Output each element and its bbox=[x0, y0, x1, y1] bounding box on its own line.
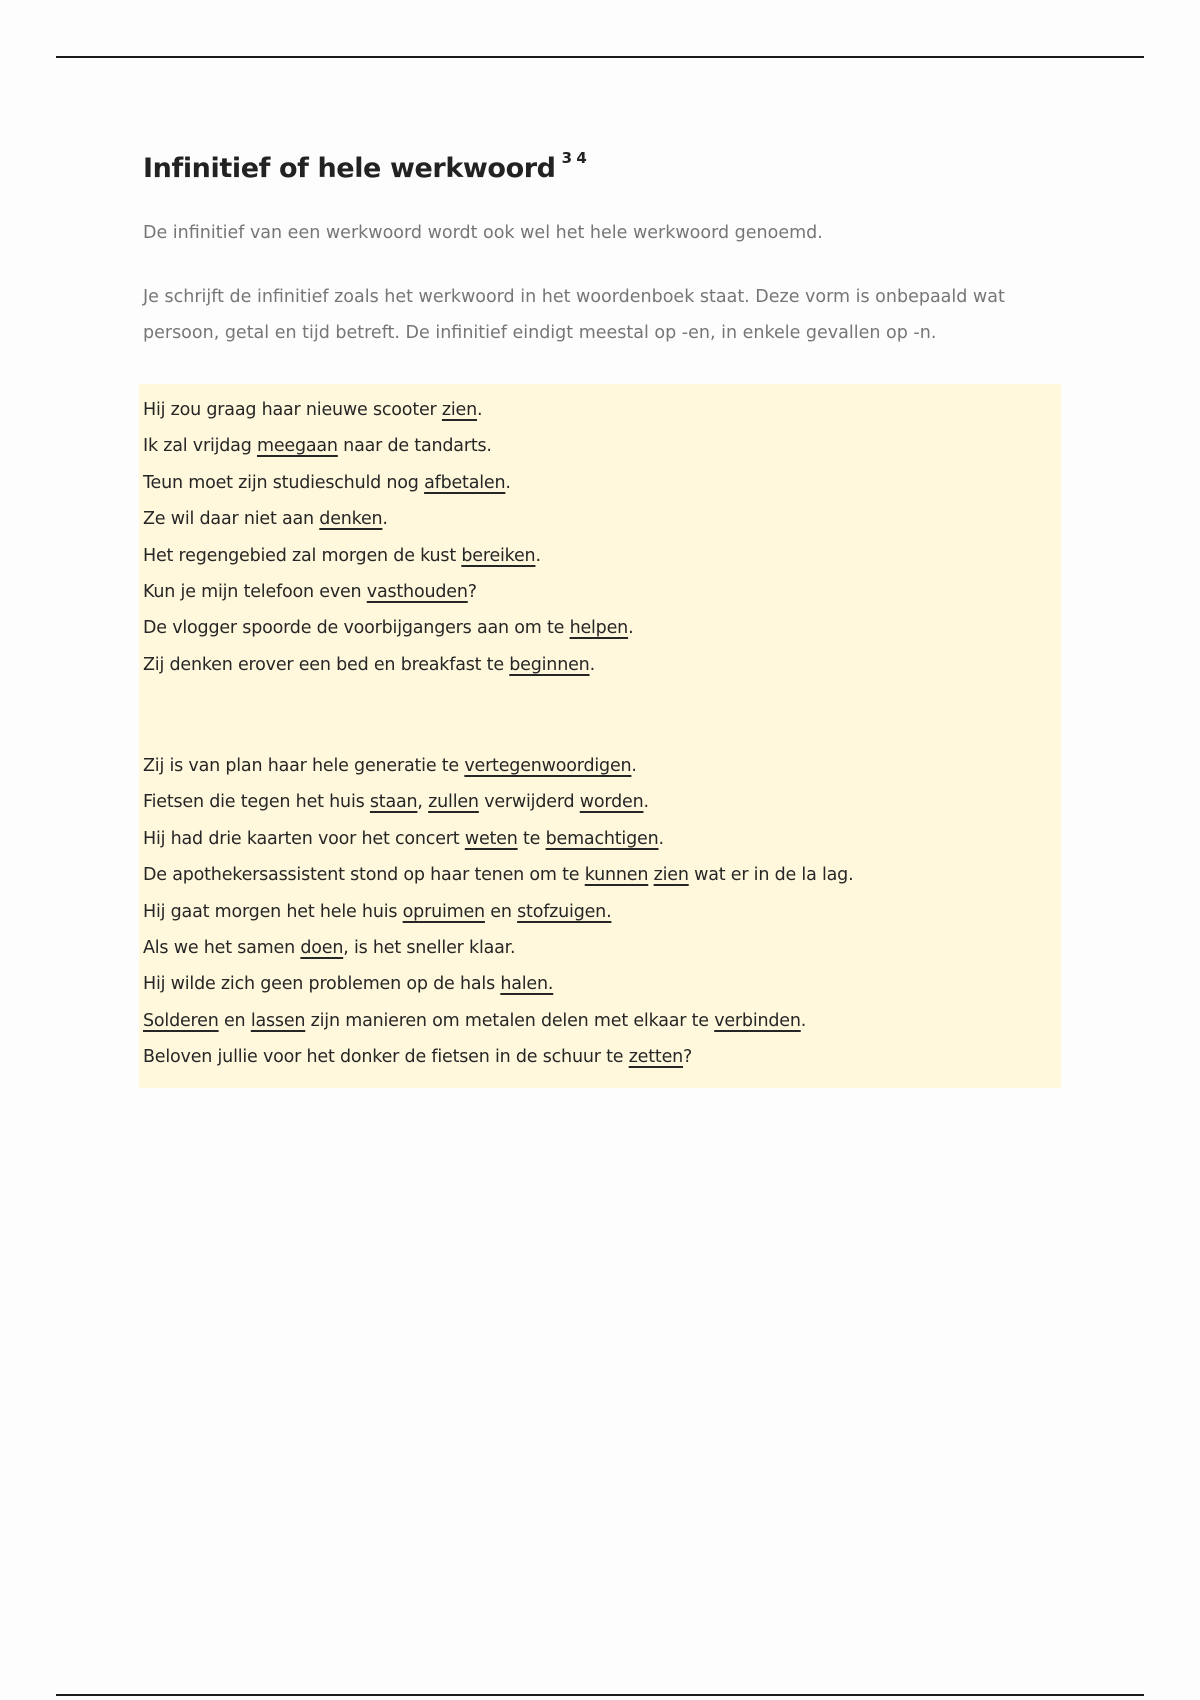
example-sentence bbox=[143, 1045, 692, 1069]
intro-paragraph: De infinitief van een werkwoord wordt ook wel het hele werkwoord genoemd. bbox=[143, 223, 823, 243]
sentence-text: verwijderd bbox=[478, 792, 580, 813]
example-sentence bbox=[143, 544, 541, 568]
example-sentence bbox=[143, 471, 511, 495]
underlined-infinitive: bereiken bbox=[461, 545, 536, 566]
example-sentence bbox=[143, 507, 388, 531]
underlined-infinitive: beginnen bbox=[509, 654, 590, 675]
page-title bbox=[143, 140, 1063, 191]
sentence-text: De apothekersassistent stond op haar tenen om te bbox=[143, 865, 585, 886]
underlined-infinitive: stofzuigen. bbox=[517, 901, 612, 922]
underlined-infinitive: helpen bbox=[569, 618, 629, 639]
footnote-reference: 3 4 bbox=[561, 149, 587, 167]
example-sentence bbox=[143, 754, 637, 778]
underlined-infinitive: vasthouden bbox=[366, 582, 468, 602]
sentence-text: . bbox=[643, 792, 649, 813]
underlined-infinitive: meegaan bbox=[256, 436, 338, 457]
underlined-infinitive: staan bbox=[369, 792, 418, 813]
example-sentence bbox=[143, 936, 515, 960]
document-body bbox=[143, 140, 1063, 351]
page-title-text: Infinitief of hele werkwoord bbox=[143, 153, 556, 184]
sentence-text: wat er in de la lag. bbox=[688, 865, 854, 886]
example-sentence bbox=[143, 827, 664, 851]
underlined-infinitive: Solderen bbox=[143, 1010, 219, 1031]
underlined-infinitive: weten bbox=[464, 828, 518, 849]
example-sentences-box bbox=[139, 384, 1061, 1088]
sentence-text: zijn manieren om metalen delen met elkaar te bbox=[305, 1010, 715, 1031]
underlined-infinitive: zien bbox=[653, 865, 689, 886]
sentence-text: . bbox=[505, 472, 511, 493]
underlined-infinitive: zullen bbox=[428, 792, 479, 813]
underlined-infinitive: denken bbox=[319, 509, 383, 530]
sentence-text: . bbox=[631, 756, 637, 776]
example-sentence bbox=[143, 1009, 806, 1033]
underlined-infinitive: doen bbox=[300, 938, 344, 958]
underlined-infinitive: worden bbox=[579, 792, 644, 813]
sentence-text: . bbox=[800, 1010, 807, 1031]
sentence-text: . bbox=[382, 509, 388, 530]
example-sentence bbox=[143, 580, 477, 604]
sentence-text: Het regengebied zal morgen de kust bbox=[143, 545, 462, 566]
sentence-text: ? bbox=[683, 1047, 693, 1068]
underlined-infinitive: afbetalen bbox=[424, 472, 506, 493]
underlined-infinitive: halen. bbox=[500, 974, 554, 995]
example-sentence bbox=[143, 900, 611, 924]
underlined-infinitive: verbinden bbox=[714, 1010, 801, 1031]
sentence-text: Hij wilde zich geen problemen op de hals bbox=[143, 974, 501, 995]
sentence-text: Beloven jullie voor het donker de fietsen in de schuur te bbox=[143, 1047, 629, 1068]
sentence-text: Kun je mijn telefoon even bbox=[143, 582, 367, 602]
sentence-text: te bbox=[517, 828, 546, 849]
sentence-text: en bbox=[484, 901, 518, 922]
sentence-text: Hij zou graag haar nieuwe scooter bbox=[143, 400, 442, 420]
sentence-text: ? bbox=[467, 582, 477, 602]
sentence-text: Hij gaat morgen het hele huis bbox=[143, 901, 403, 922]
sentence-text: . bbox=[535, 545, 541, 566]
sentence-text: Fietsen die tegen het huis bbox=[143, 792, 370, 813]
explanation-paragraph: Je schrijft de infinitief zoals het werkwoord in het woordenboek staat. Deze vorm is onbepaald wat persoon, getal en tijd betreft. De infinitief eindigt meestal op -en, in enkele gevallen op -n. bbox=[143, 287, 1005, 343]
sentence-text: naar de tandarts. bbox=[337, 436, 492, 457]
sentence-text: Als we het samen bbox=[143, 938, 301, 958]
example-sentence bbox=[143, 434, 492, 458]
example-sentence bbox=[143, 972, 553, 996]
underlined-infinitive: kunnen bbox=[584, 865, 649, 886]
sentence-text: Hij had drie kaarten voor het concert bbox=[143, 828, 465, 849]
underlined-infinitive: bemachtigen bbox=[545, 828, 659, 849]
example-sentence bbox=[143, 653, 595, 677]
sentence-text: . bbox=[477, 400, 483, 420]
sentence-text: . bbox=[658, 828, 664, 849]
sentence-text: Zij is van plan haar hele generatie te bbox=[143, 756, 465, 776]
sentence-text: Ik zal vrijdag bbox=[143, 436, 257, 457]
sentence-text: Teun moet zijn studieschuld nog bbox=[143, 472, 425, 493]
sentence-text: De vlogger spoorde de voorbijgangers aan om te bbox=[143, 618, 570, 639]
sentence-text: en bbox=[218, 1010, 251, 1031]
top-divider bbox=[56, 56, 1144, 58]
example-sentence bbox=[143, 616, 633, 640]
sentence-text: . bbox=[628, 618, 634, 639]
sentence-text: Zij denken erover een bed en breakfast te bbox=[143, 654, 510, 675]
underlined-infinitive: zetten bbox=[628, 1047, 684, 1068]
sentence-text: , bbox=[417, 792, 429, 813]
underlined-infinitive: vertegenwoordigen bbox=[464, 756, 632, 776]
example-sentence bbox=[143, 863, 853, 887]
underlined-infinitive: zien bbox=[441, 400, 478, 420]
underlined-infinitive: lassen bbox=[250, 1010, 306, 1031]
example-sentence bbox=[143, 790, 649, 814]
example-sentence bbox=[143, 398, 482, 422]
bottom-divider bbox=[56, 1694, 1144, 1696]
underlined-infinitive: opruimen bbox=[402, 901, 485, 922]
sentence-text: , is het sneller klaar. bbox=[343, 938, 516, 958]
sentence-text: . bbox=[589, 654, 595, 675]
sentence-text: Ze wil daar niet aan bbox=[143, 509, 320, 530]
